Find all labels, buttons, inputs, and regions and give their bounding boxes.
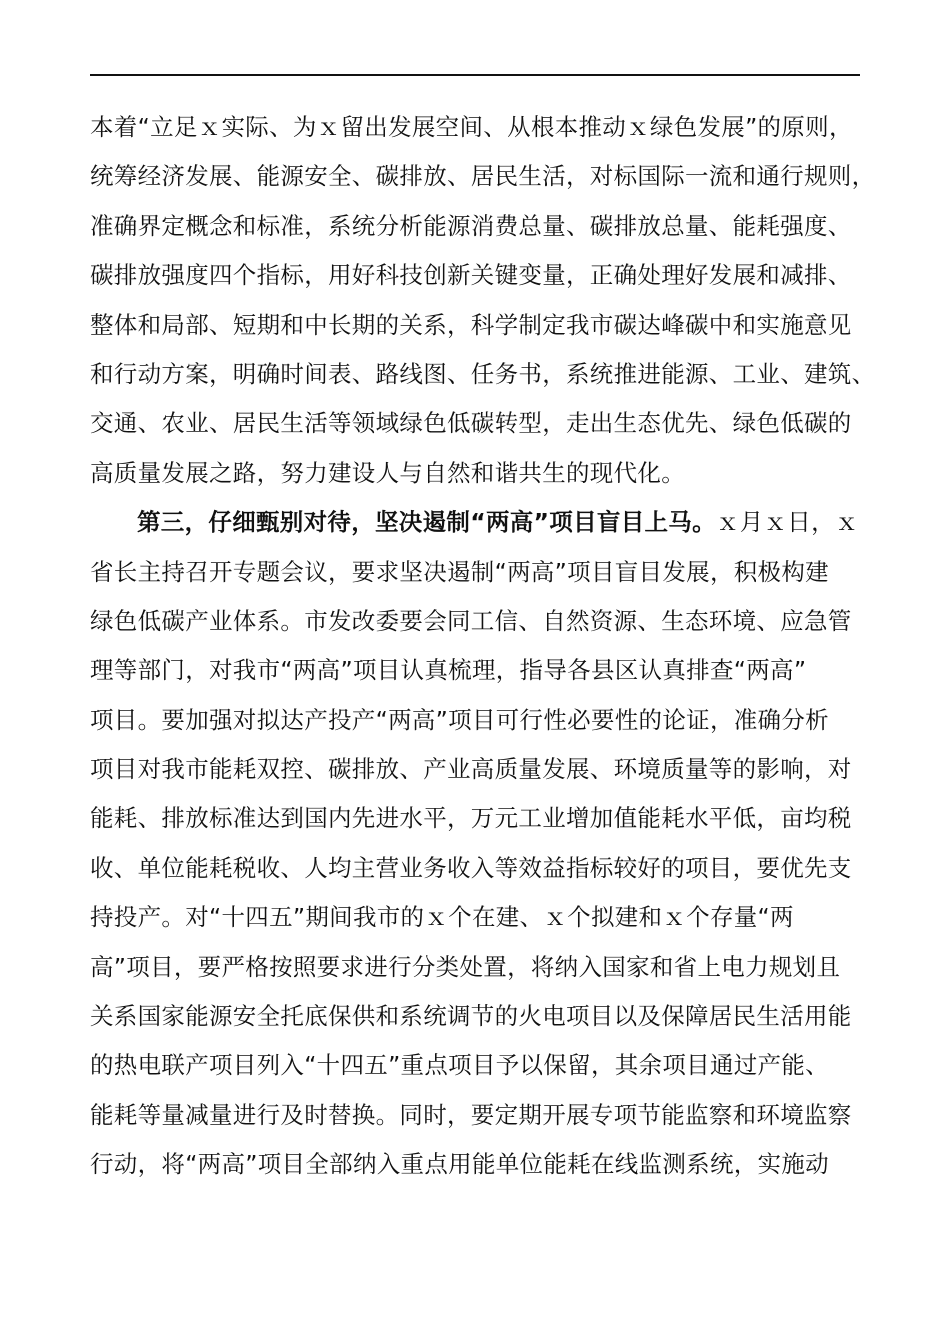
body-text: [90, 103, 876, 1190]
text-line: 项目对我市能耗双控、碳排放、产业高质量发展、环境质量等的影响，对: [90, 755, 852, 784]
text-line: 准确界定概念和标准，系统分析能源消费总量、碳排放总量、能耗强度、: [90, 211, 852, 240]
text-line: 理等部门，对我市“两高”项目认真梳理，指导各县区认真排查“两高”: [90, 656, 807, 685]
text-line: 统筹经济发展、能源安全、碳排放、居民生活，对标国际一流和通行规则，: [90, 162, 876, 191]
section-heading: 第三，仔细甄别对待，坚决遏制“两高”项目盲目上马。: [137, 508, 716, 537]
text-line: 高”项目，要严格按照要求进行分类处置，将纳入国家和省上电力规划且: [90, 952, 841, 981]
text-line: 本着“立足ｘ实际、为ｘ留出发展空间、从根本推动ｘ绿色发展”的原则，: [90, 113, 853, 141]
paragraph-1: [90, 103, 876, 498]
paragraph-first-line: [90, 498, 865, 547]
text-line: 省长主持召开专题会议，要求坚决遏制“两高”项目盲目发展，积极构建: [90, 557, 829, 586]
heading-trailing-text: ｘ月ｘ日，ｘ: [715, 508, 859, 537]
text-line: 能耗等量减量进行及时替换。同时，要定期开展专项节能监察和环境监察: [90, 1100, 852, 1129]
header-rule: [90, 74, 860, 76]
text-line: 绿色低碳产业体系。市发改委要会同工信、自然资源、生态环境、应急管: [90, 606, 852, 635]
text-line: 行动，将“两高”项目全部纳入重点用能单位能耗在线监测系统，实施动: [90, 1150, 829, 1179]
text-line: 关系国家能源安全托底保供和系统调节的火电项目以及保障居民生活用能: [90, 1002, 852, 1031]
text-line: 持投产。对“十四五”期间我市的ｘ个在建、ｘ个拟建和ｘ个存量“两: [90, 903, 794, 932]
text-line: 的热电联产项目列入“十四五”重点项目予以保留，其余项目通过产能、: [90, 1051, 829, 1080]
text-line: 项目。要加强对拟达产投产“两高”项目可行性必要性的论证，准确分析: [90, 705, 829, 734]
text-line: 交通、农业、居民生活等领域绿色低碳转型，走出生态优先、绿色低碳的: [90, 409, 852, 438]
text-line: 整体和局部、短期和中长期的关系，科学制定我市碳达峰碳中和实施意见: [90, 310, 852, 339]
text-line: 和行动方案，明确时间表、路线图、任务书，系统推进能源、工业、建筑、: [90, 359, 876, 388]
text-line: 收、单位能耗税收、人均主营业务收入等效益指标较好的项目，要优先支: [90, 853, 852, 882]
text-line: 高质量发展之路，努力建设人与自然和谐共生的现代化。: [90, 458, 685, 487]
paragraph-2: [90, 498, 865, 1189]
text-line: 碳排放强度四个指标，用好科技创新关键变量，正确处理好发展和减排、: [90, 261, 852, 290]
text-line: 能耗、排放标准达到国内先进水平，万元工业增加值能耗水平低，亩均税: [90, 804, 852, 833]
